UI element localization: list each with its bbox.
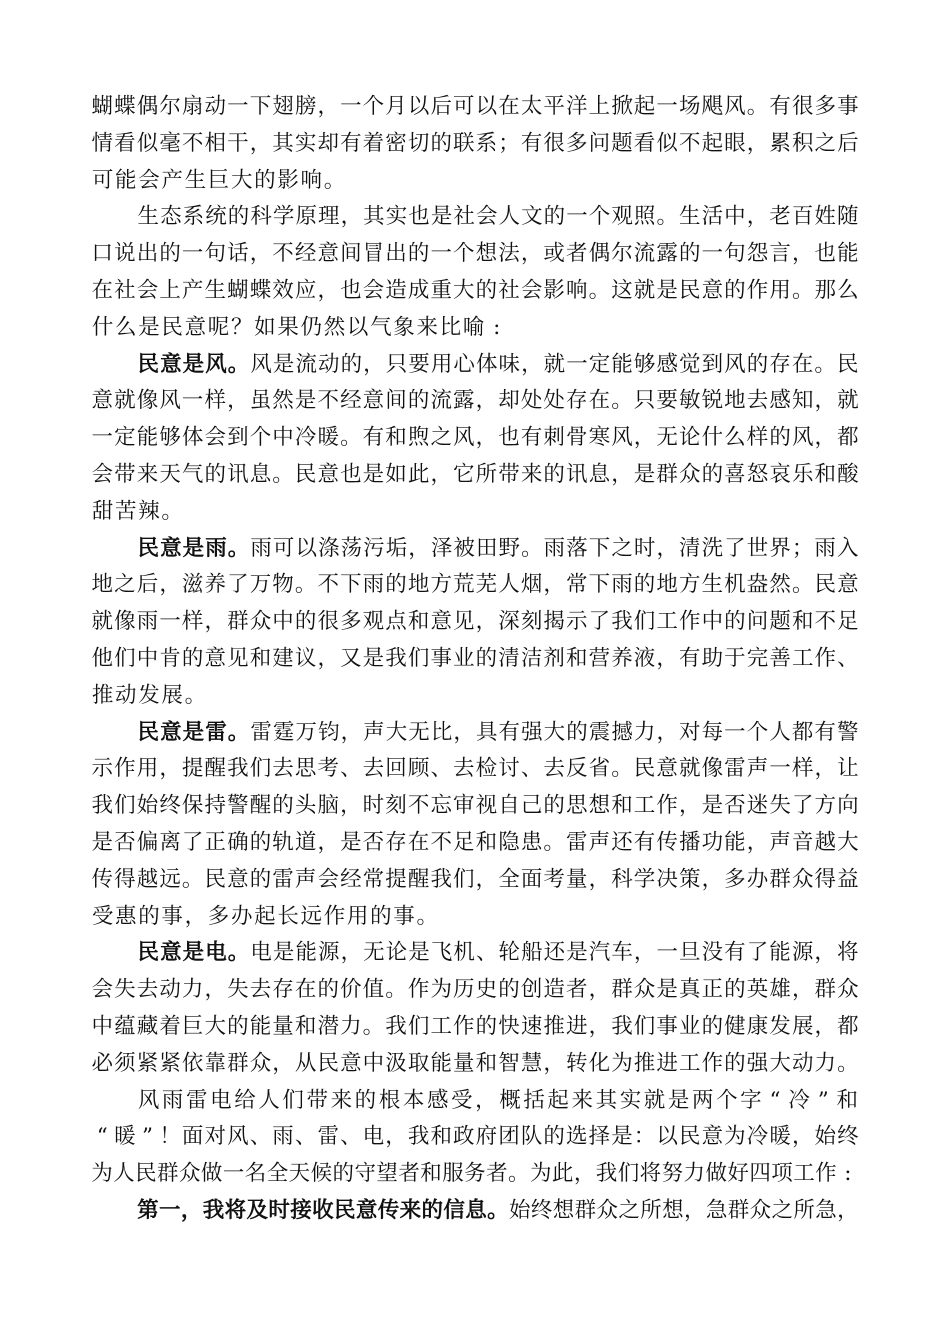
text-line: 蝴 蝶 偶 尔 扇 动 一 下 翅 膀 ， 一 个 月 以 后 可 以 在 太 平 洋 上 掀 起 一 场 飓 风 。 有 很 多 事 [91, 94, 859, 119]
text-line: 受 惠 的 事 ， 多 办 起 长 远 作 用 的 事 。 [91, 903, 438, 929]
text-line: 就 像 雨 一 样 ， 群 众 中 的 很 多 观 点 和 意 见 ， 深 刻 揭 示 了 我 们 工 作 中 的 问 题 和 不 足 [91, 609, 859, 635]
text-line: 民 意 是 雷 。 雷 霆 万 钧 ， 声 大 无 比 ， 具 有 强 大 的 震 撼 力 ， 对 每 一 个 人 都 有 警 [137, 719, 859, 745]
text-line: 民 意 是 电 。 电 是 能 源 ， 无 论 是 飞 机 、 轮 船 还 是 汽 车 ， 一 旦 没 有 了 能 源 ， 将 [137, 940, 859, 966]
text-line: 他 们 中 肯 的 意 见 和 建 议 ， 又 是 我 们 事 业 的 清 洁 剂 和 营 养 液 ， 有 助 于 完 善 工 作 、 [91, 645, 859, 671]
document-page [91, 89, 859, 1230]
text-line: 是 否 偏 离 了 正 确 的 轨 道 ， 是 否 存 在 不 足 和 隐 患 。 雷 声 还 有 传 播 功 能 ， 声 音 越 大 [91, 829, 859, 855]
text-line: 地 之 后 ， 滋 养 了 万 物 。 不 下 雨 的 地 方 荒 芜 人 烟 ， 常 下 雨 的 地 方 生 机 盎 然 。 民 意 [91, 572, 859, 598]
text-line: 中 蕴 藏 着 巨 大 的 能 量 和 潜 力 。 我 们 工 作 的 快 速 推 进 ， 我 们 事 业 的 健 康 发 展 ， 都 [91, 1013, 859, 1039]
text-line: 会 失 去 动 力 ， 失 去 存 在 的 价 值 。 作 为 历 史 的 创 造 者 ， 群 众 是 真 正 的 英 雄 ， 群 众 [91, 977, 859, 1003]
text-line: 在 社 会 上 产 生 蝴 蝶 效 应 ， 也 会 造 成 重 大 的 社 会 影 响 。 这 就 是 民 意 的 作 用 。 那 么 [91, 277, 859, 303]
text-line: 民 意 是 雨 。 雨 可 以 涤 荡 污 垢 ， 泽 被 田 野 。 雨 落 下 之 时 ， 清 洗 了 世 界 ； 雨 入 [137, 535, 859, 561]
text-line: 会 带 来 天 气 的 讯 息 。 民 意 也 是 如 此 ， 它 所 带 来 的 讯 息 ， 是 群 众 的 喜 怒 哀 乐 和 酸 [91, 461, 859, 487]
text-line: 意 就 像 风 一 样 ， 虽 然 是 不 经 意 间 的 流 露 ， 却 处 处 存 在 。 只 要 敏 锐 地 去 感 知 ， 就 [91, 388, 859, 414]
text-line: 什 么 是 民 意 呢 ？ 如 果 仍 然 以 气 象 来 比 喻 : [91, 314, 501, 340]
text-line: 生 态 系 统 的 科 学 原 理 ， 其 实 也 是 社 会 人 文 的 一 个 观 照 。 生 活 中 ， 老 百 姓 随 [137, 204, 859, 230]
text-line: 我 们 始 终 保 持 警 醒 的 头 脑 ， 时 刻 不 忘 审 视 自 己 的 思 想 和 工 作 ， 是 否 迷 失 了 方 向 [91, 793, 859, 819]
heading-paragraph [91, 1193, 859, 1230]
text-line: 一 定 能 够 体 会 到 个 中 冷 暖 。 有 和 煦 之 风 ， 也 有 刺 骨 寒 风 ， 无 论 什 么 样 的 风 ， 都 [91, 425, 859, 451]
text-line: 推 动 发 展 。 [91, 682, 207, 708]
text-line: 甜 苦 辣 。 [91, 498, 183, 524]
body-paragraph [91, 89, 859, 199]
body-paragraph [91, 199, 859, 346]
text-line: “ 暖 ” ！ 面 对 风 、 雨 、 雷 、 电 ， 我 和 政 府 团 队 的 选 择 是 ： 以 民 意 为 冷 暖 ， 始 终 [96, 1124, 859, 1150]
heading-paragraph [91, 347, 859, 531]
text-line: 口 说 出 的 一 句 话 ， 不 经 意 间 冒 出 的 一 个 想 法 ， 或 者 偶 尔 流 露 的 一 句 怨 言 ， 也 能 [91, 241, 859, 267]
heading-paragraph [91, 935, 859, 1082]
text-line: 情 看 似 毫 不 相 干 ， 其 实 却 有 着 密 切 的 联 系 ； 有 很 多 问 题 看 似 不 起 眼 ， 累 积 之 后 [91, 130, 859, 156]
heading-paragraph [91, 531, 859, 715]
text-line: 示 作 用 ， 提 醒 我 们 去 思 考 、 去 回 顾 、 去 检 讨 、 去 反 省 。 民 意 就 像 雷 声 一 样 ， 让 [91, 756, 859, 782]
heading-paragraph [91, 715, 859, 936]
text-line: 风 雨 雷 电 给 人 们 带 来 的 根 本 感 受 ， 概 括 起 来 其 实 就 是 两 个 字 “ 冷 ” 和 [137, 1087, 859, 1113]
text-line: 第 一 ， 我 将 及 时 接 收 民 意 传 来 的 信 息 。 始 终 想 群 众 之 所 想 ， 急 群 众 之 所 急 ， [137, 1197, 859, 1223]
body-paragraph [91, 1083, 859, 1193]
text-line: 民 意 是 风 。 风 是 流 动 的 ， 只 要 用 心 体 味 ， 就 一 定 能 够 感 觉 到 风 的 存 在 。 民 [137, 351, 859, 377]
text-line: 传 得 越 远 。 民 意 的 雷 声 会 经 常 提 醒 我 们 ， 全 面 考 量 ， 科 学 决 策 ， 多 办 群 众 得 益 [91, 866, 859, 892]
text-line: 必 须 紧 紧 依 靠 群 众 ， 从 民 意 中 汲 取 能 量 和 智 慧 ， 转 化 为 推 进 工 作 的 强 大 动 力 。 [91, 1050, 859, 1076]
text-line: 可 能 会 产 生 巨 大 的 影 响 。 [91, 167, 346, 193]
text-line: 为 人 民 群 众 做 一 名 全 天 候 的 守 望 者 和 服 务 者 。 为 此 ， 我 们 将 努 力 做 好 四 项 工 作 : [91, 1161, 852, 1187]
